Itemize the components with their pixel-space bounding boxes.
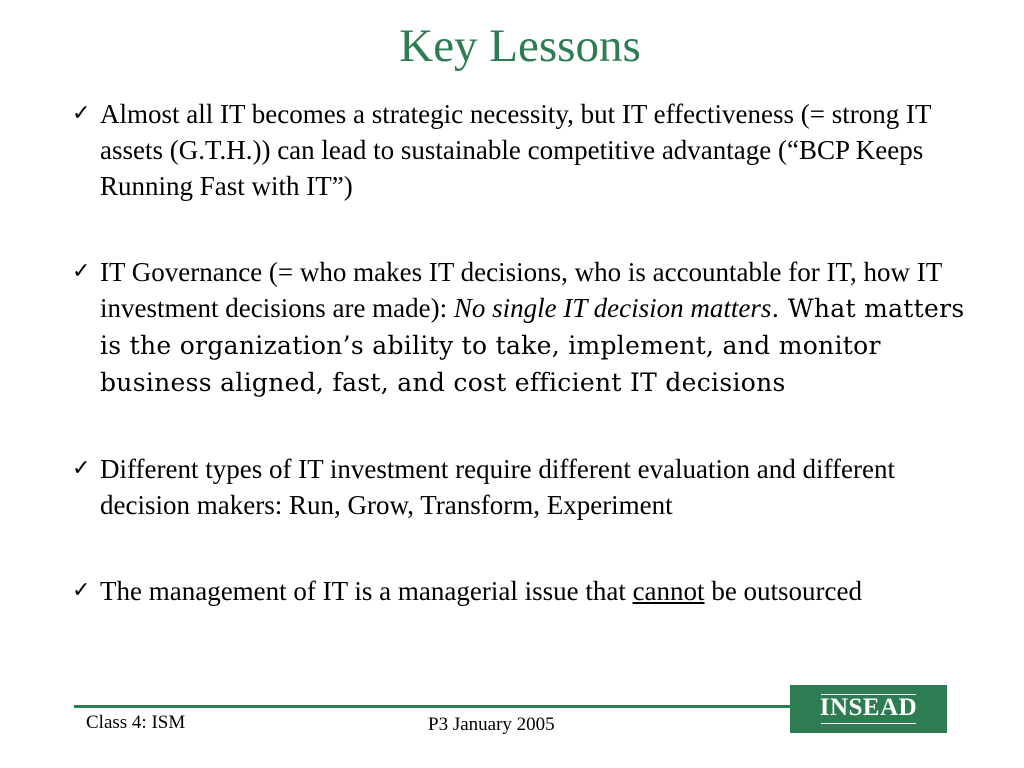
logo-text: INSEAD (819, 694, 918, 721)
checkmark-icon: ✓ (72, 456, 91, 481)
bullet-4-underlined-text: cannot (632, 576, 705, 606)
footer-divider (74, 705, 790, 708)
bullet-list (72, 96, 972, 609)
footer-course-label: Class 4: ISM (86, 712, 186, 733)
bullet-item-2 (72, 254, 972, 401)
bullet-item-3 (72, 451, 972, 523)
checkmark-icon: ✓ (72, 259, 91, 284)
bullet-item-4 (72, 573, 972, 609)
checkmark-icon: ✓ (72, 578, 91, 603)
bullet-item-1 (72, 96, 972, 204)
bullet-4-rest-text: be outsourced (704, 576, 863, 606)
footer-date: P3 January 2005 (428, 714, 555, 735)
bullet-2-rest-text: . What matters is the organization’s ability to take, implement, and monitor business aligned, fast, and cost efficient IT decisions (100, 294, 965, 397)
bullet-2-lead-text: IT Governance (= who makes IT decisions, who is accountable for IT, how IT investment decisions are made): (100, 257, 942, 323)
insead-logo (790, 685, 947, 733)
logo-bottom-rule (821, 723, 916, 724)
bullet-4-lead-text: The management of IT is a managerial issue that (100, 576, 633, 606)
slide-title: Key Lessons (399, 20, 641, 72)
bullet-3-text: Different types of IT investment require different evaluation and different decision makers: Run, Grow, Transform, Experiment (100, 454, 895, 520)
checkmark-icon: ✓ (72, 101, 91, 126)
bullet-1-text: Almost all IT becomes a strategic necessity, but IT effectiveness (= strong IT assets (G.T.H.)) can lead to sustainable competitive advantage (“BCP Keeps Running Fast with IT”) (100, 99, 932, 201)
bullet-2-italic-text: No single IT decision matters (453, 293, 772, 323)
